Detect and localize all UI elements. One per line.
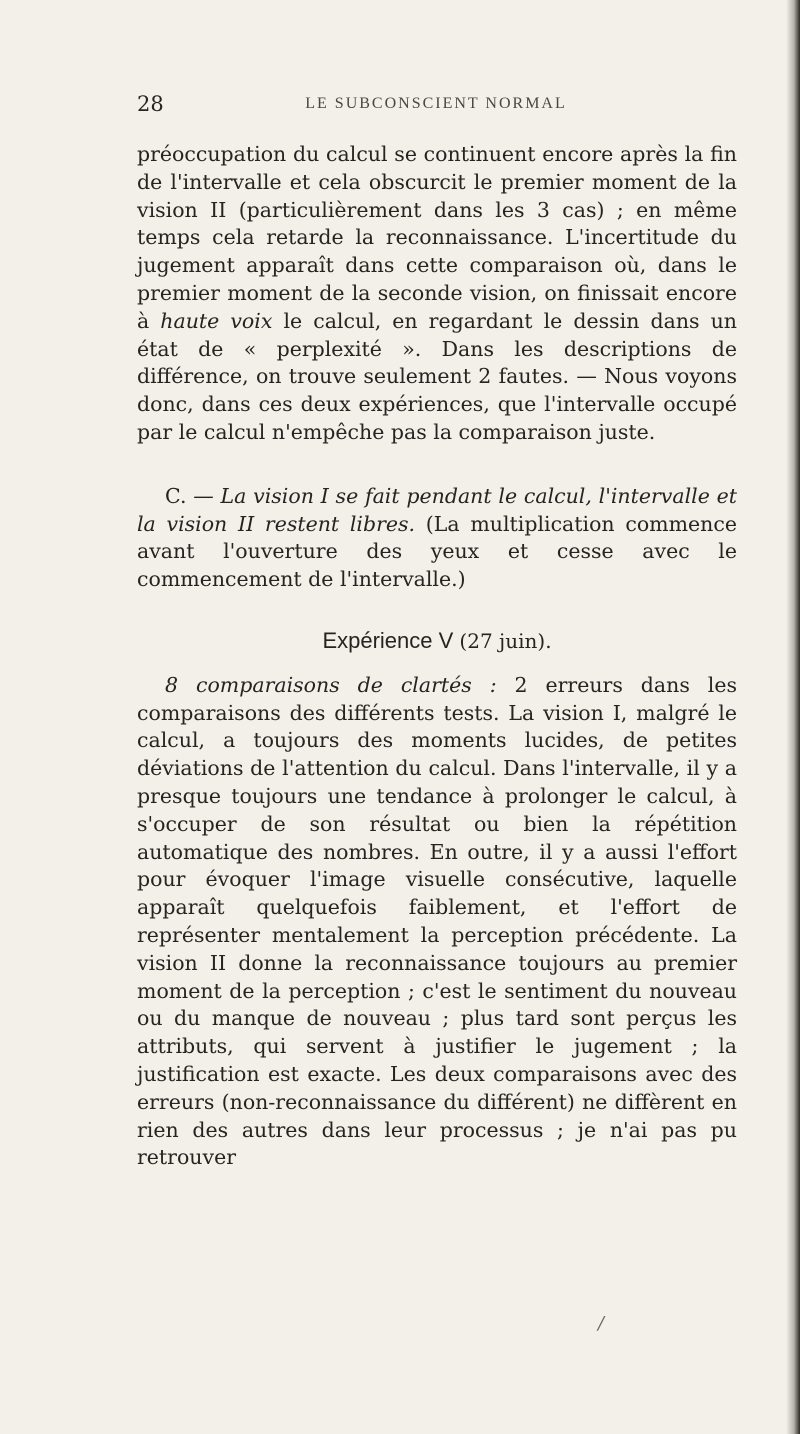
paragraph-1-italic: haute voix — [160, 308, 273, 333]
paragraph-1 — [137, 141, 737, 447]
paragraph-2-italic: La vision I se fait pendant le calcul, l'intervalle et la vision II restent libres. — [137, 483, 737, 536]
paragraph-2-rest: (La multiplication commence avant l'ouverture des yeux et cesse avec le commencement de l'intervalle.) — [137, 511, 737, 592]
paragraph-3-rest: 2 erreurs dans les comparaisons des différents tests. La vision I, malgré le calcul, a toujours des moments lucides, de petites déviations de l'attention du calcul. Dans l'intervalle, il y a presque toujours une tendance à prolonger le calcul, à s'occuper de son résultat ou bien la répétition automatique des nombres. En outre, il y a aussi l'effort pour évoquer l'image visuelle consécutive, laquelle apparaît quelquefois faiblement, et l'effort de représenter mentalement la perception précédente. La vision II donne la reconnaissance toujours au premier moment de la perception ; c'est le sentiment du nouveau ou du manque de nouveau ; plus tard sont perçus les attributs, qui servent à justifier le jugement ; la justification est exacte. Les deux comparaisons avec des erreurs (non-reconnaissance du différent) ne diffèrent en rien des autres dans leur processus ; je n'ai pas pu retrouver — [137, 672, 737, 1170]
paragraph-1-text: préoccupation du calcul se continuent encore après la fin de l'intervalle et cela obscurcit le premier moment de la vision II (particulièrement dans les 3 cas) ; en même temps cela retarde la reconnaissance. L'incertitude du jugement apparaît dans cette comparaison où, dans le premier moment de la seconde vision, on finissait encore à — [137, 142, 737, 333]
stray-mark: / — [598, 1313, 605, 1334]
page-number: 28 — [137, 92, 164, 116]
paragraph-3 — [137, 672, 737, 1172]
paragraph-2-label: C. — — [165, 483, 221, 508]
paragraph-1-rest: le calcul, en regardant le dessin dans un état de « perplexité ». Dans les descriptions de différence, on trouve seulement 2 fautes. — Nous voyons donc, dans ces deux expériences, que l'intervalle occupé par le calcul n'empêche pas la comparaison juste. — [137, 308, 738, 444]
body-text — [137, 141, 737, 1172]
experiment-heading — [137, 627, 737, 656]
paragraph-2 — [137, 483, 737, 594]
experiment-heading-title: Expérience V — [322, 627, 454, 653]
paragraph-3-italic: 8 comparaisons de clartés : — [165, 672, 497, 697]
running-title: LE SUBCONSCIENT NORMAL — [305, 95, 567, 112]
page-header — [137, 92, 735, 120]
experiment-heading-date: (27 juin). — [459, 628, 552, 653]
page-binding-edge — [786, 0, 800, 1434]
